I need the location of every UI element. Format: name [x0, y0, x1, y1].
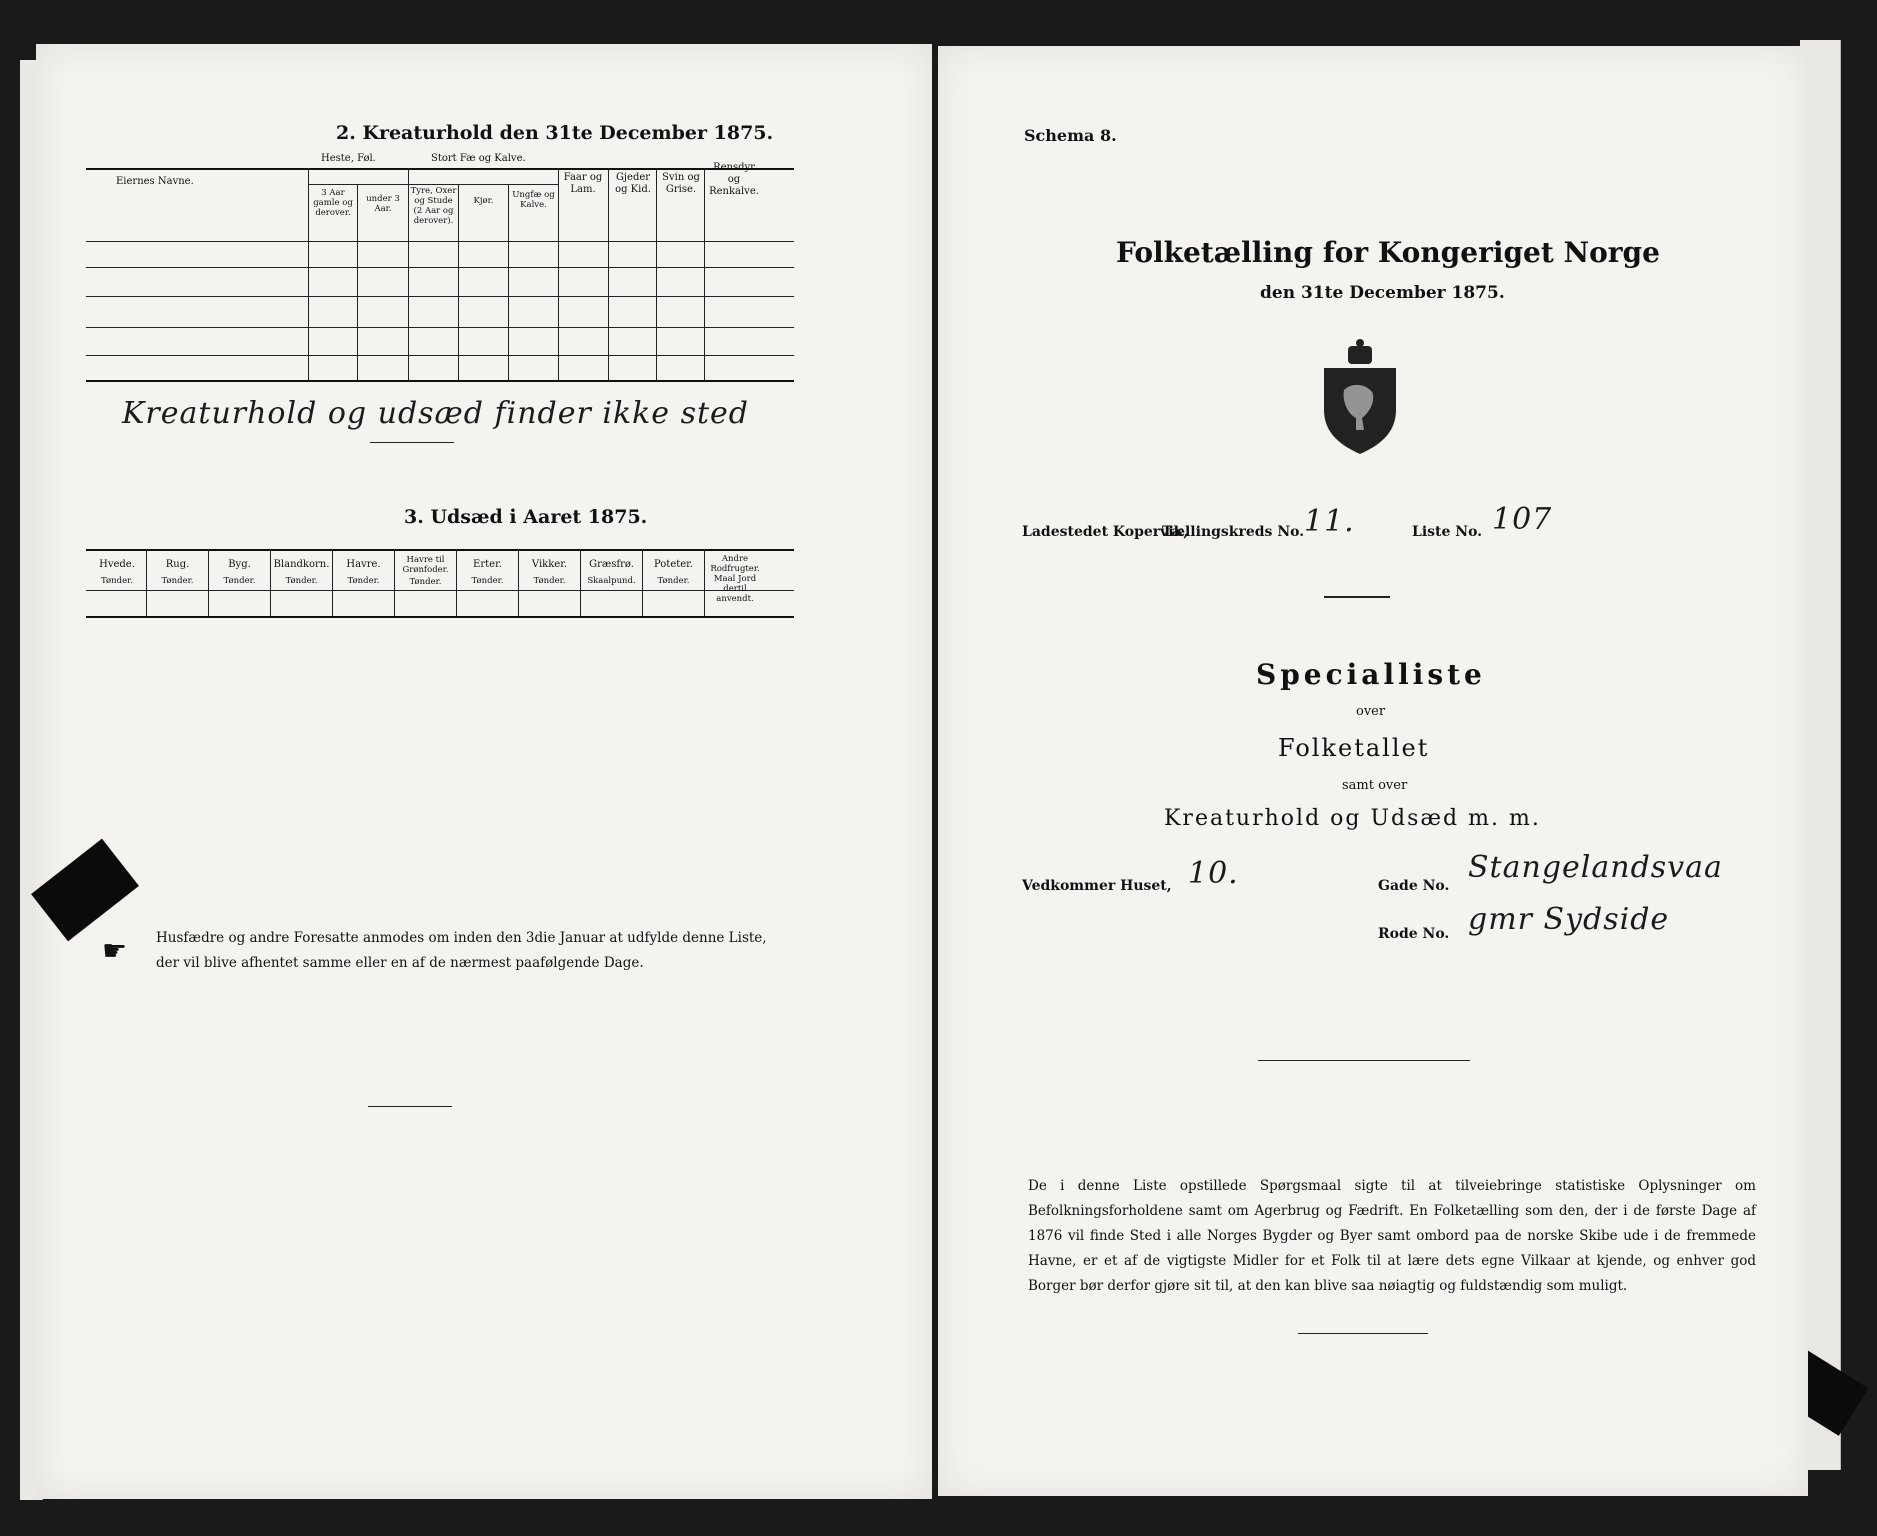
footer-paragraph: De i denne Liste opstillede Spørgsmaal sigte til at tilveiebringe statistiske Oplysninger om Befolkningsforholdene samt om Agerbrug og Fædrift. En Folketælling som den, der i de første Dage af 1876 vil finde Sted i alle Norges Bygder og Byer samt ombord paa de norske Skibe ude i de fremmede Havne, er et af de vigtigste Midler for et Folk til at lære dets egne Vilkaar at kjende, og enhver god Borger bør derfor gjøre sit til, at den kan blive saa nøiagtig og fuldstændig som muligt. — [1028, 1178, 1756, 1294]
main-title: Folketælling for Kongeriget Norge — [1116, 236, 1660, 269]
separator-rule — [1298, 1333, 1428, 1334]
col-rule — [608, 168, 609, 380]
udsaed-col-unit: Tønder. — [101, 576, 133, 586]
handwritten-note: Kreaturhold og udsæd finder ikke sted — [122, 396, 749, 431]
section3-bottom-rule — [86, 616, 794, 618]
row-rule — [86, 267, 794, 268]
udsaed-col-name: Erter. — [473, 559, 502, 570]
liste-label: Liste No. — [1412, 524, 1483, 540]
notice-text: Husfædre og andre Foresatte anmodes om inden den 3die Januar at udfylde denne Liste, der vil blive afhentet samme eller en af de nærmest paafølgende Dage. — [156, 930, 767, 971]
specialliste-title: Specialliste — [1256, 658, 1486, 691]
rode-value: gmr Sydside — [1468, 902, 1670, 937]
kreds-value: 11. — [1304, 504, 1355, 539]
udsaed-col-name: Hvede. — [99, 559, 135, 570]
udsaed-col-unit: Skaalpund. — [587, 576, 636, 586]
udsaed-col-name: Rug. — [165, 559, 190, 570]
svin-header: Svin og Grise. — [662, 172, 700, 195]
udsaed-col-unit: Tønder. — [223, 576, 256, 586]
udsaed-col-unit: Tønder. — [409, 577, 442, 587]
section2-bottom-rule — [86, 380, 794, 382]
heste-group-header: Heste, Føl. — [321, 153, 376, 164]
separator-rule — [370, 442, 454, 443]
separator-rule — [368, 1106, 452, 1107]
gjeder-header: Gjeder og Kid. — [615, 172, 651, 195]
row-rule — [86, 355, 794, 356]
col-rule — [458, 184, 459, 380]
left-page — [36, 44, 932, 1499]
stort-group-header: Stort Fæ og Kalve. — [431, 153, 526, 164]
pointing-hand-icon: ☛ — [102, 934, 128, 967]
census-date: den 31te December 1875. — [1260, 283, 1505, 303]
col-rule — [508, 184, 509, 380]
kreaturhold-line: Kreaturhold og Udsæd m. m. — [1164, 806, 1541, 831]
right-page — [938, 46, 1808, 1496]
udsaed-col-name: Blandkorn. — [273, 559, 330, 570]
gade-value: Stangelandsvaa — [1468, 850, 1723, 885]
huset-value: 10. — [1188, 856, 1239, 891]
schema-label: Schema 8. — [1024, 126, 1117, 145]
row-rule — [86, 327, 794, 328]
udsaed-col-unit: Tønder. — [657, 576, 690, 586]
folketallet-text: Folketallet — [1278, 734, 1430, 762]
owner-column-header: Eiernes Navne. — [116, 176, 194, 187]
separator-rule — [1324, 596, 1390, 598]
coat-of-arms-icon — [1318, 338, 1402, 456]
udsaed-col-unit: Tønder. — [285, 576, 318, 586]
heste-sub2-header: under 3 Aar. — [366, 194, 400, 214]
col-rule — [704, 168, 705, 380]
stort-sub3-header: Ungfæ og Kalve. — [512, 190, 555, 210]
rensdyr-header: Rensdyr og Renkalve. — [709, 162, 759, 197]
separator-rule — [1258, 1060, 1470, 1061]
heste-sub1-header: 3 Aar gamle og derover. — [313, 188, 353, 218]
col-rule — [656, 168, 657, 380]
kreds-label: Tællingskreds No. — [1162, 524, 1305, 540]
gade-label: Gade No. — [1378, 878, 1450, 894]
section2-header-rule — [86, 241, 794, 242]
udsaed-col-name: Byg. — [228, 559, 251, 570]
rode-label: Rode No. — [1378, 926, 1450, 942]
huset-label: Vedkommer Huset, — [1022, 878, 1172, 894]
section3-header-rule — [86, 590, 794, 591]
col-rule — [558, 168, 559, 380]
stort-sub1-header: Tyre, Oxer og Stude (2 Aar og derover). — [410, 186, 457, 226]
stort-sub2-header: Kjør. — [473, 196, 494, 206]
udsaed-col-name: Andre Rodfrugter. — [710, 554, 760, 574]
section2-title: 2. Kreaturhold den 31te December 1875. — [336, 122, 774, 144]
udsaed-col-unit: Tønder. — [471, 576, 504, 586]
liste-value: 107 — [1492, 502, 1553, 537]
udsaed-col-unit: Tønder. — [533, 576, 566, 586]
udsaed-col-unit: Tønder. — [347, 576, 380, 586]
udsaed-col-name: Poteter. — [653, 559, 694, 570]
row-rule — [86, 296, 794, 297]
ladestedet-label: Ladestedet Kopervik, — [1022, 524, 1189, 540]
udsaed-col-unit: Maal Jord dertil anvendt. — [713, 574, 757, 604]
udsaed-col-name: Græsfrø. — [589, 559, 634, 570]
over-text: over — [1356, 704, 1386, 719]
faar-header: Faar og Lam. — [563, 172, 603, 195]
section3-title: 3. Udsæd i Aaret 1875. — [404, 506, 648, 528]
section2-top-rule — [86, 168, 794, 170]
udsaed-col-name: Vikker. — [531, 559, 568, 570]
group-rule — [308, 184, 558, 185]
udsaed-col-name: Havre. — [346, 559, 381, 570]
section3-top-rule — [86, 549, 794, 551]
udsaed-col-unit: Tønder. — [161, 576, 194, 586]
samt-over-text: samt over — [1342, 778, 1408, 793]
udsaed-col-name: Havre til Grønfoder. — [402, 555, 449, 575]
